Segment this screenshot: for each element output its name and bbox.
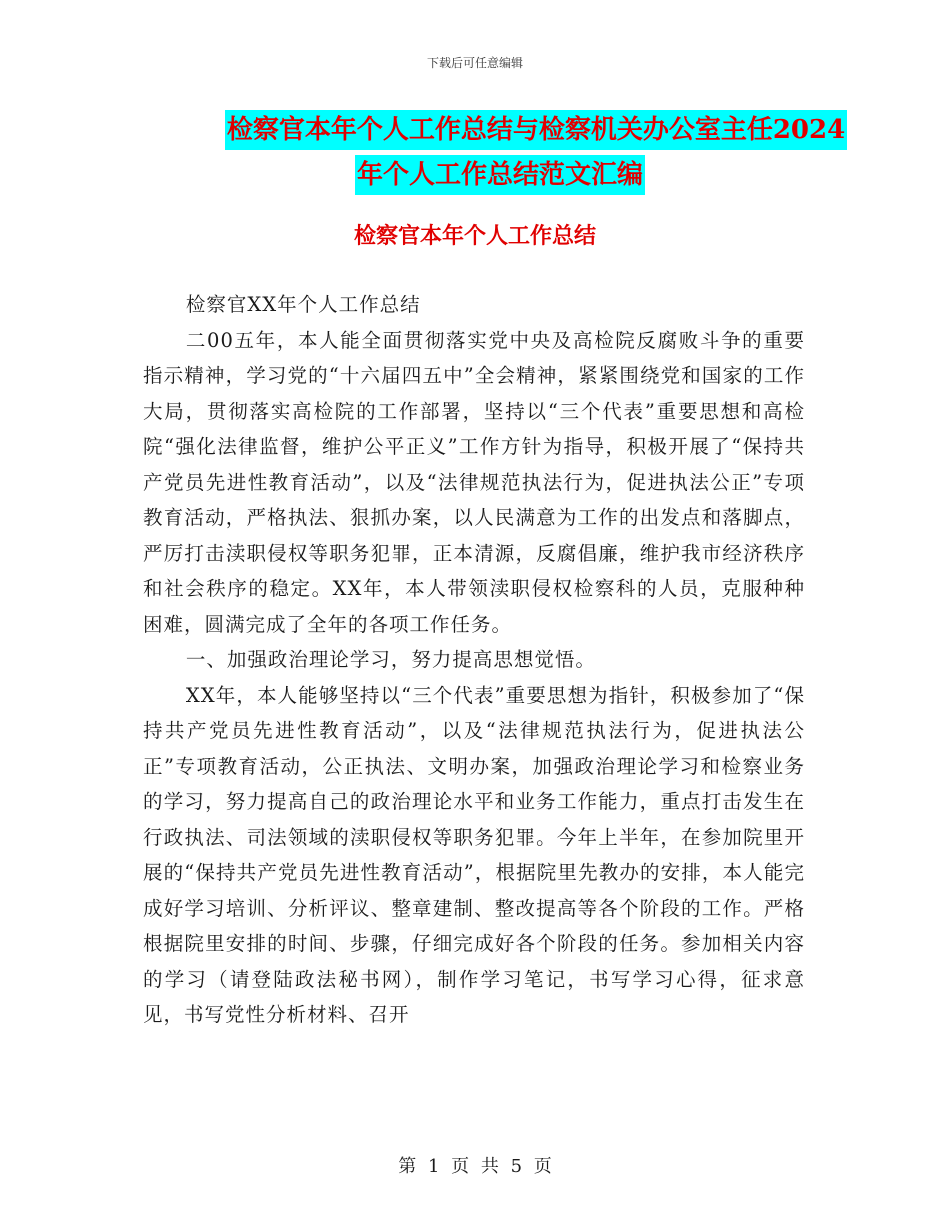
paragraph-heading-1: 一、加强政治理论学习，努力提高思想觉悟。 xyxy=(185,648,596,671)
title-line-2: 年个人工作总结范文汇编 xyxy=(355,155,645,195)
paragraph-subtitle: 检察官XX年个人工作总结 xyxy=(185,293,421,316)
page-footer: 第 1 页 共 5 页 xyxy=(398,1156,552,1177)
paragraph-intro: 二00五年，本人能全面贯彻落实党中央及高检院反腐败斗争的重要指示精神，学习党的“十六届四五中”全会精神，紧紧围绕党和国家的工作大局，贯彻落实高检院的工作部署，坚持以“三个代表”重要思想和高检院“强化法律监督，维护公平正义”工作方针为指导，积极开展了“保持共产党员先进性教育活动”，以及“法律规范执法行为，促进执法公正”专项教育活动，严格执法、狠抓办案，以人民满意为工作的出发点和落脚点，严厉打击渎职侵权等职务犯罪，正本清源，反腐倡廉，维护我市经济秩序和社会秩序的稳定。XX年，本人带领渎职侵权检察科的人员，克服种种困难，圆满完成了全年的各项工作任务。 xyxy=(143,328,805,636)
title-line-1: 检察官本年个人工作总结与检察机关办公室主任2024 xyxy=(225,110,847,150)
header-note: 下载后可任意编辑 xyxy=(426,56,523,70)
body-text xyxy=(143,287,805,1033)
section-heading: 检察官本年个人工作总结 xyxy=(353,223,596,249)
paragraph-study: XX年，本人能够坚持以“三个代表”重要思想为指针，积极参加了“保持共产党员先进性教育活动”，以及“法律规范执法行为，促进执法公正”专项教育活动，公正执法、文明办案，加强政治理论学习和检察业务的学习，努力提高自己的政治理论水平和业务工作能力，重点打击发生在行政执法、司法领域的渎职侵权等职务犯罪。今年上半年，在参加院里开展的“保持共产党员先进性教育活动”，根据院里先教办的安排，本人能完成好学习培训、分析评议、整章建制、整改提高等各个阶段的工作。严格根据院里安排的时间、步骤，仔细完成好各个阶段的任务。参加相关内容的学习（请登陆政法秘书网），制作学习笔记，书写学习心得，征求意见，书写党性分析材料、召开 xyxy=(143,683,805,1026)
document-title xyxy=(120,110,880,195)
